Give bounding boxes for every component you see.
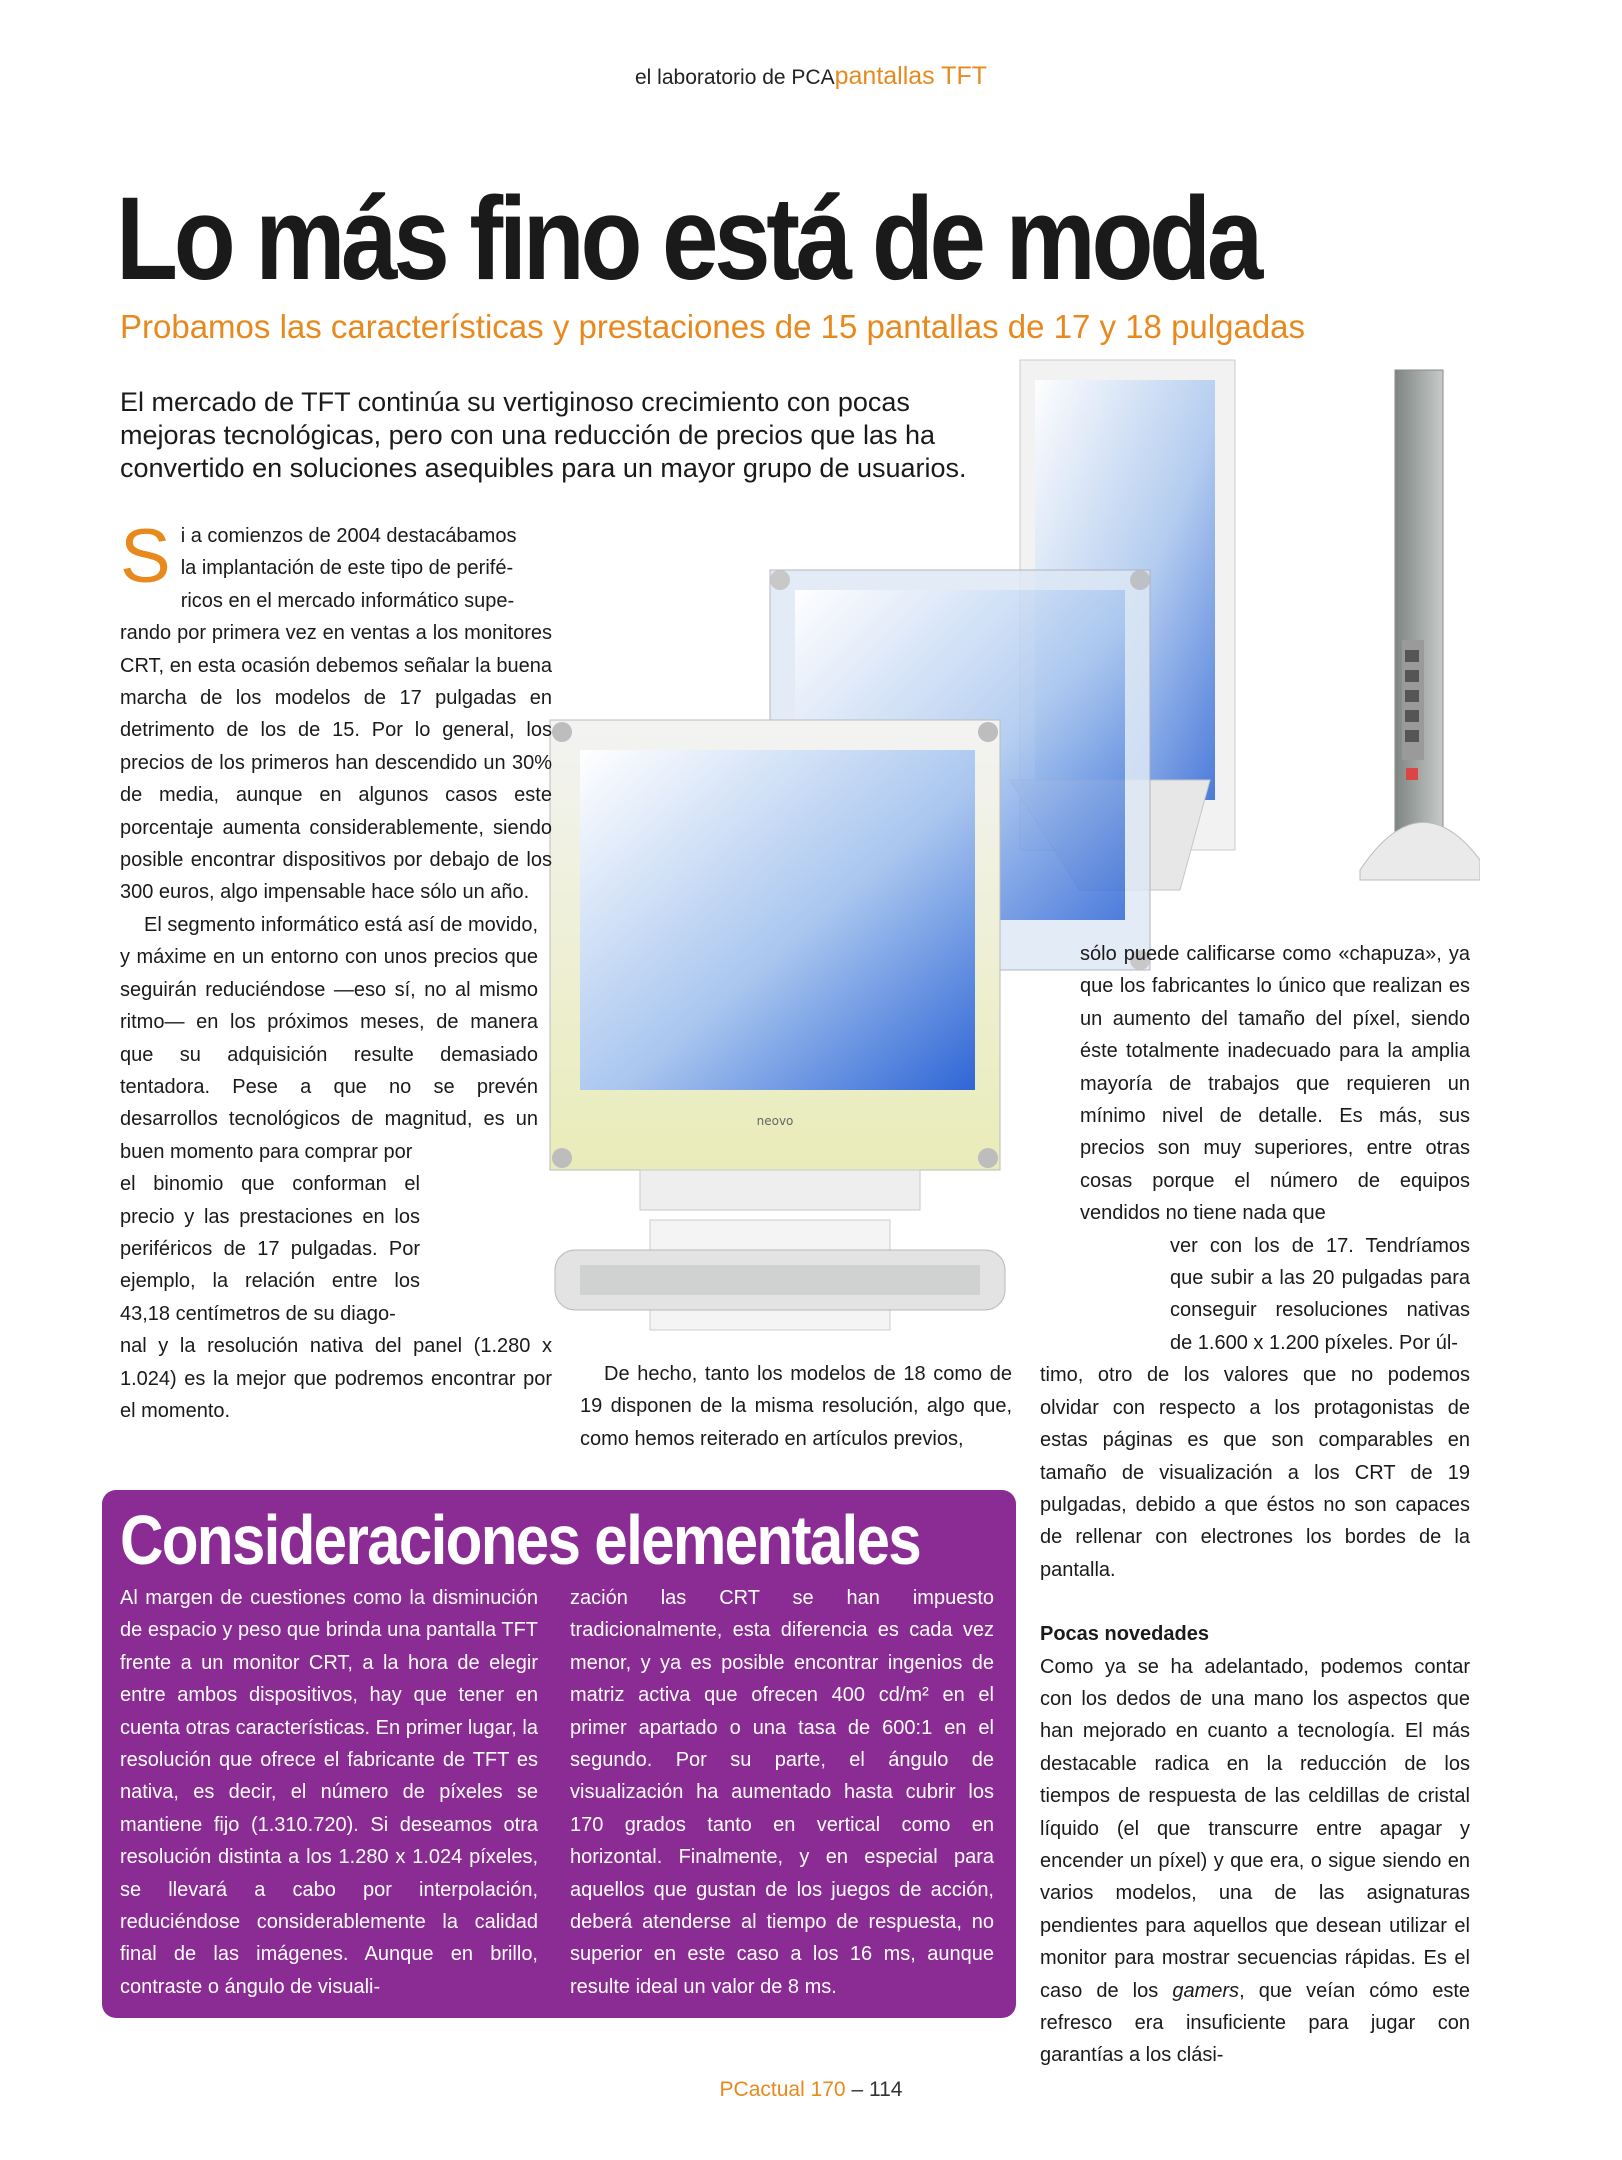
sidebar-title: Consideraciones elementales: [120, 1501, 921, 1579]
footer-separator: –: [845, 2078, 869, 2101]
article-title: Lo más fino está de moda: [116, 173, 1260, 305]
col1-paragraph-1: rando por primera vez en ventas a los monitores CRT, en esta ocasión debemos señalar la buena marcha de los modelos de 17 pulgadas en detrimento de los de 15. Por lo general, los precios de los primeros han descendido un 30% de media, aunque en algunos casos este porcentaje aumenta considerablemente, siendo posible encontrar dispositivos por debajo de los 300 euros, algo impensable hace sólo un año.: [120, 622, 552, 904]
monitor-base: [555, 1220, 1005, 1330]
monitor-front: [550, 720, 1000, 1210]
page-footer: [0, 2078, 1622, 2102]
col3-paragraph-2: [1040, 1651, 1470, 2072]
col3-paragraph-narrow: ver con los de 17. Tendríamos que subir a las 20 pulgadas para conseguir resoluciones nativas de 1.600 x 1.200 píxeles. Por úl-: [1170, 1234, 1470, 1354]
col1-line-1: i a comienzos de 2004 destacábamos: [180, 525, 517, 547]
monitor-side: [1360, 370, 1480, 880]
col1-paragraph-2: El segmento informático está así de movido, y máxime en un entorno con unos precios que seguirán reduciéndose —eso sí, no al mismo ritmo— en los próximos meses, de manera que su adquisición resulte demasiado tentadora. Pese a que no se prevén desarrollos tecnológicos de magnitud, es un buen momento para comprar por: [120, 913, 538, 1163]
running-header-section: pantallas TFT: [834, 62, 987, 90]
monitor-brand-label: neovo: [756, 1114, 794, 1128]
col1-line-3: ricos en el mercado informático supe-: [180, 589, 515, 612]
col3-p2-before: Como ya se ha adelantado, podemos contar con los dedos de una mano los aspectos que han mejorado en cuanto a tecnología. El más destacable radica en la reducción de los tiempos de respuesta de las celdillas de cristal líquido (el que transcurre entre apagar y encender un píxel) y que era, o sigue siendo en varios modelos, una de las asignaturas pendientes para aquellos que desean utilizar el monitor para mostrar secuencias rápidas. Es el caso de los: [1040, 1655, 1470, 2002]
footer-brand: PCactual 170: [719, 2078, 846, 2101]
col3-paragraph-end: timo, otro de los valores que no podemos olvidar con respecto a los protagonistas de estas páginas es que son comparables en tamaño de visualización a los CRT de 19 pulgadas, debido a que éstos no son capaces de rellenar con electrones los bordes de la pantalla.: [1040, 1364, 1470, 1581]
col3-paragraph-top: sólo puede calificarse como «chapuza», ya que los fabricantes lo único que realizan es un aumento del tamaño del píxel, siendo éste totalmente inadecuado para la amplia mayoría de trabajos que requieren un mínimo nivel de detalle. Es más, sus precios son muy superiores, entre otras cosas porque el número de equipos vendidos no tiene nada que: [1080, 943, 1470, 1225]
page-number: 114: [868, 2078, 903, 2101]
article-subtitle: Probamos las características y prestaciones de 15 pantallas de 17 y 18 pulgadas: [120, 308, 1306, 345]
sidebar-column-2: [570, 1582, 994, 2003]
col1-paragraph-2-narrow: el binomio que conforman el precio y las prestaciones en los periféricos de 17 pulgadas. Por ejemplo, la relación entre los 43,18 centímetros de su diago-: [120, 1173, 420, 1325]
body-column-2: [580, 1358, 1012, 1455]
body-column-3: [1040, 938, 1470, 2072]
col1-paragraph-2-end: nal y la resolución nativa del panel (1.280 x 1.024) es la mejor que podremos encontrar por el momento.: [120, 1335, 552, 1422]
sidebar-column-1: [120, 1582, 538, 2003]
running-header: [0, 62, 1622, 91]
sidebar-col2-text: zación las CRT se han impuesto tradicionalmente, esta diferencia es cada vez menor, y ya es posible encontrar ingenios de matriz activa que ofrecen 400 cd/m² en el primer apartado o una tasa de 600:1 en el segundo. Por su parte, el ángulo de visualización ha aumentado hasta cubrir los 170 grados tanto en vertical como en horizontal. Finalmente, y en especial para aquellos que gustan de los juegos de acción, deberá atenderse al tiempo de respuesta, no superior en este caso a los 16 ms, aunque resulte ideal un valor de 8 ms.: [570, 1587, 994, 1998]
article-lede: El mercado de TFT continúa su vertiginoso crecimiento con pocas mejoras tecnológicas, pero con una reducción de precios que las ha convertido en soluciones asequibles para un mayor grupo de usuarios.: [120, 387, 967, 483]
col3-p2-after: , que veían cómo este refresco era insuficiente para jugar con garantías a los clási-: [1040, 1979, 1471, 2067]
sidebar-col1-text: Al margen de cuestiones como la disminución de espacio y peso que brinda una pantalla TFT frente a un monitor CRT, a la hora de elegir entre ambos dispositivos, hay que tener en cuenta otras características. En primer lugar, la resolución que ofrece el fabricante de TFT es nativa, es decir, el número de píxeles se mantiene fijo (1.310.720). Si deseamos otra resolución distinta a los 1.280 x 1.024 píxeles, se llevará a cabo por interpolación, reduciéndose considerablemente la calidad final de las imágenes. Aunque en brillo, contraste o ángulo de visuali-: [120, 1587, 538, 1998]
col3-heading: Pocas novedades: [1040, 1623, 1209, 1646]
col1-line-2: la implantación de este tipo de perifé-: [180, 557, 514, 580]
drop-cap: S: [120, 514, 171, 599]
running-header-prefix: el laboratorio de PCA: [634, 66, 835, 89]
body-column-1: [120, 514, 552, 1427]
col2-paragraph: De hecho, tanto los modelos de 18 como de 19 disponen de la misma resolución, algo que, como hemos reiterado en artículos previos,: [580, 1363, 1012, 1450]
col3-p2-emphasis: gamers: [1172, 1979, 1240, 2002]
